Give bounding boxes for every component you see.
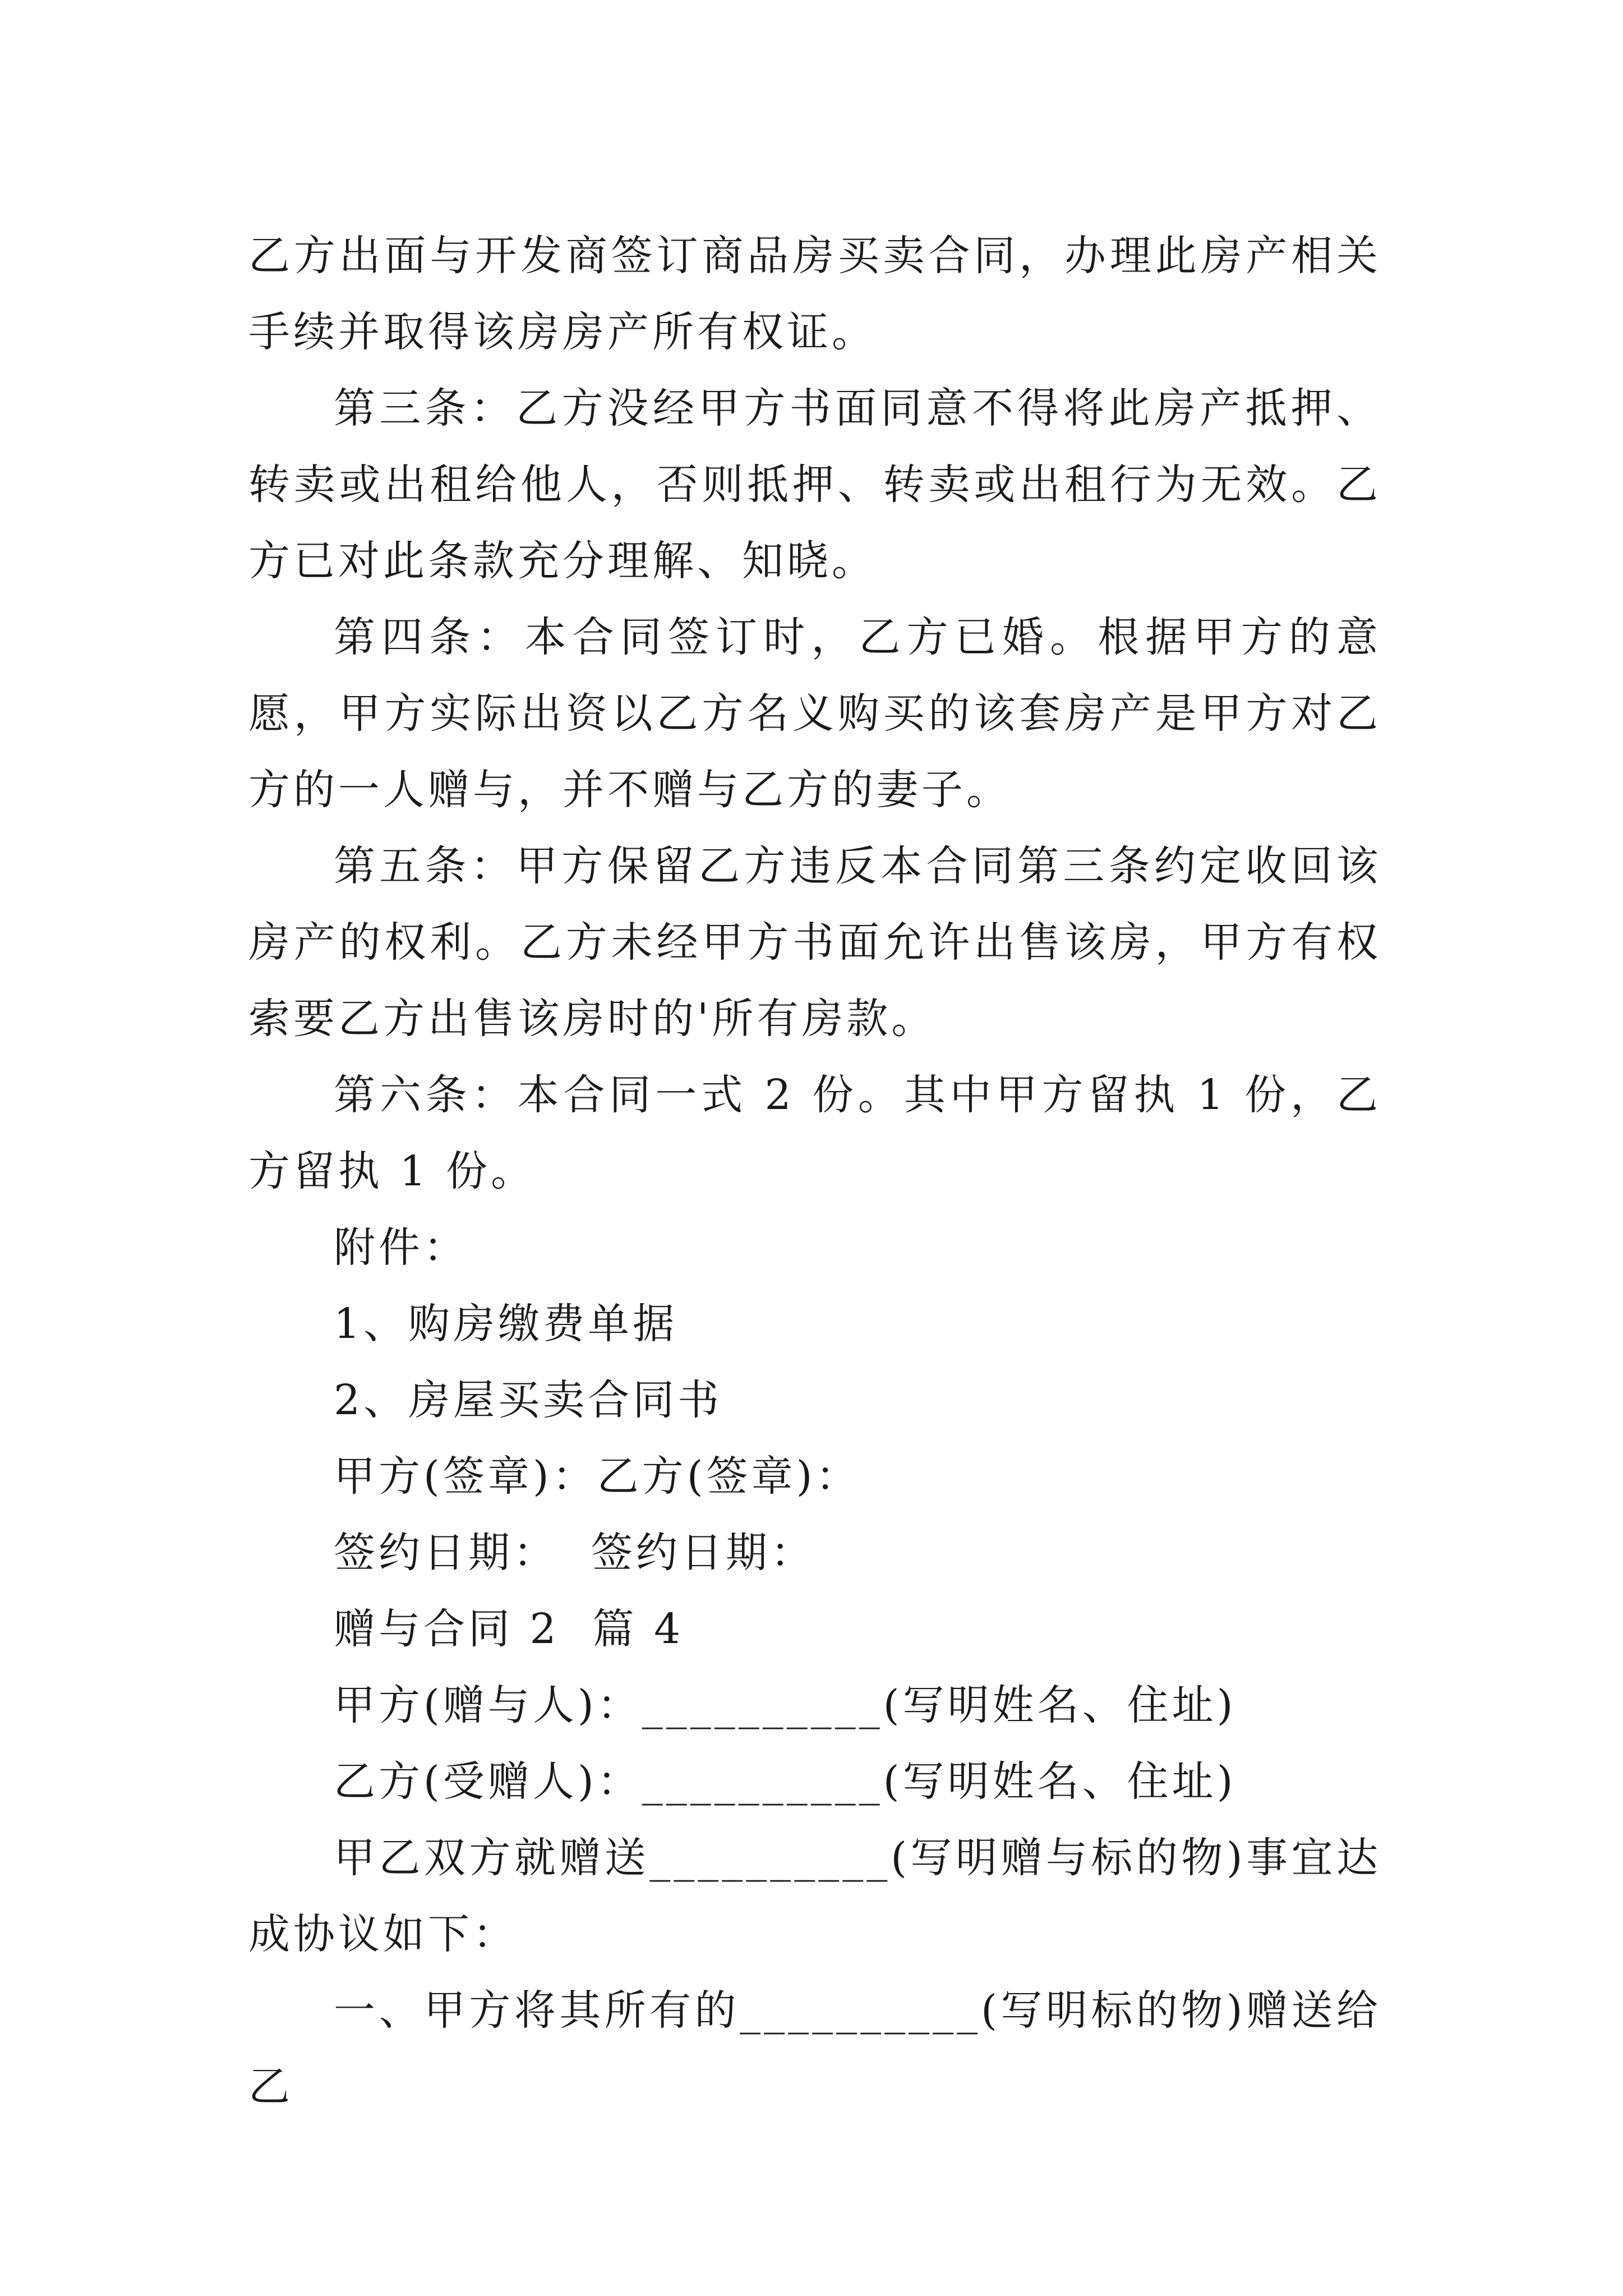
attachment-item-1: 1、购房缴费单据 bbox=[334, 1300, 678, 1348]
paragraph-clause-6: 第六条：本合同一式 2 份。其中甲方留执 1 份，乙方留执 1 份。 bbox=[248, 1071, 1381, 1195]
paragraph-clause-4: 第四条：本合同签订时，乙方已婚。根据甲方的意愿，甲方实际出资以乙方名义购买的该套房产是甲方对乙方的一人赠与，并不赠与乙方的妻子。 bbox=[248, 613, 1381, 814]
signing-date-line: 签约日期： 签约日期： bbox=[334, 1529, 816, 1577]
signature-line: 甲方(签章)：乙方(签章)： bbox=[334, 1452, 861, 1501]
paragraph-clause-2-continued: 乙方出面与开发商签订商品房买卖合同，办理此房产相关手续并取得该房房产所有权证。 bbox=[248, 232, 1381, 356]
section-heading: 赠与合同 2 篇 4 bbox=[334, 1605, 684, 1653]
paragraph-clause-3: 第三条：乙方没经甲方书面同意不得将此房产抵押、转卖或出租给他人，否则抵押、转卖或出租行为无效。乙方已对此条款充分理解、知晓。 bbox=[248, 384, 1381, 585]
party-a-line: 甲方(赠与人)：__________(写明姓名、住址) bbox=[334, 1681, 1237, 1729]
agreement-item-1: 一、甲方将其所有的__________(写明标的物)赠送给乙 bbox=[248, 1986, 1381, 2111]
attachment-item-2: 2、房屋买卖合同书 bbox=[334, 1376, 723, 1424]
party-b-line: 乙方(受赠人)：__________(写明姓名、住址) bbox=[334, 1757, 1237, 1806]
paragraph-clause-5: 第五条：甲方保留乙方违反本合同第三条约定收回该房产的权利。乙方未经甲方书面允许出售该房，甲方有权索要乙方出售该房时的'所有房款。 bbox=[248, 842, 1381, 1043]
agreement-intro: 甲乙双方就赠送__________(写明赠与标的物)事宜达成协议如下： bbox=[248, 1834, 1381, 1958]
document-body bbox=[248, 218, 1381, 2125]
attachments-heading: 附件： bbox=[334, 1223, 468, 1272]
